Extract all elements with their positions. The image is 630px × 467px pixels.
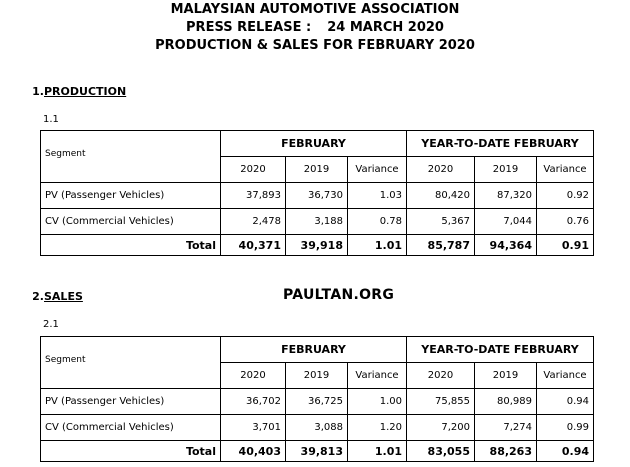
section-number: 2. [32,290,44,303]
col-header: Variance [348,157,407,183]
row-value: 36,730 [286,183,348,209]
section-production-heading [22,85,126,98]
table-row [41,209,594,235]
row-value: 3,188 [286,209,348,235]
total-label: Total [41,235,221,256]
row-value: 36,702 [221,389,286,415]
group-header-ytd: YEAR-TO-DATE FEBRUARY [407,131,594,157]
row-value: 87,320 [475,183,537,209]
section-sales-heading [22,290,83,303]
col-header: 2020 [407,363,475,389]
col-header: 2019 [475,157,537,183]
col-header: 2019 [475,363,537,389]
segment-header: Segment [41,157,221,183]
col-header: 2019 [286,157,348,183]
table-row [41,415,594,441]
production-table [40,130,594,256]
row-value: 0.94 [537,389,594,415]
table-row [41,183,594,209]
row-value: 75,855 [407,389,475,415]
total-value: 40,371 [221,235,286,256]
total-value: 1.01 [348,235,407,256]
row-value: 7,200 [407,415,475,441]
total-value: 0.91 [537,235,594,256]
row-segment: CV (Commercial Vehicles) [41,415,221,441]
col-header: 2020 [221,363,286,389]
total-value: 40,403 [221,441,286,462]
row-value: 1.20 [348,415,407,441]
row-value: 0.92 [537,183,594,209]
row-value: 2,478 [221,209,286,235]
total-value: 94,364 [475,235,537,256]
col-header: 2020 [221,157,286,183]
row-value: 80,420 [407,183,475,209]
segment-header: Segment [41,363,221,389]
press-release-line [0,19,630,37]
row-value: 0.78 [348,209,407,235]
row-value: 7,274 [475,415,537,441]
section-number: 1. [32,85,44,98]
row-value: 80,989 [475,389,537,415]
col-header: Variance [537,363,594,389]
row-value: 3,701 [221,415,286,441]
total-value: 88,263 [475,441,537,462]
total-row [41,235,594,256]
row-value: 37,893 [221,183,286,209]
section-title: PRODUCTION [44,85,127,98]
row-value: 7,044 [475,209,537,235]
group-header-february: FEBRUARY [221,131,407,157]
total-value: 85,787 [407,235,475,256]
total-value: 83,055 [407,441,475,462]
group-header-february: FEBRUARY [221,337,407,363]
table-row [41,389,594,415]
row-value: 1.03 [348,183,407,209]
report-title: MALAYSIAN AUTOMOTIVE ASSOCIATION [170,2,460,17]
group-header-ytd: YEAR-TO-DATE FEBRUARY [407,337,594,363]
subsection-number: 1.1 [43,114,59,125]
row-value: 0.99 [537,415,594,441]
total-value: 39,918 [286,235,348,256]
total-value: 1.01 [348,441,407,462]
row-segment: CV (Commercial Vehicles) [41,209,221,235]
row-value: 1.00 [348,389,407,415]
row-value: 5,367 [407,209,475,235]
col-header: Variance [537,157,594,183]
col-header: 2019 [286,363,348,389]
sales-table [40,336,594,462]
total-value: 0.94 [537,441,594,462]
col-header: Variance [348,363,407,389]
subsection-number: 2.1 [43,319,59,330]
watermark: PAULTAN.ORG [283,287,395,303]
report-subtitle: PRODUCTION & SALES FOR FEBRUARY 2020 [155,38,475,53]
row-value: 0.76 [537,209,594,235]
press-release-label: PRESS RELEASE : [186,20,312,35]
row-segment: PV (Passenger Vehicles) [41,389,221,415]
row-value: 3,088 [286,415,348,441]
row-segment: PV (Passenger Vehicles) [41,183,221,209]
total-value: 39,813 [286,441,348,462]
col-header: 2020 [407,157,475,183]
total-row [41,441,594,462]
section-title: SALES [44,290,83,303]
total-label: Total [41,441,221,462]
row-value: 36,725 [286,389,348,415]
press-release-date: 24 MARCH 2020 [327,20,444,35]
